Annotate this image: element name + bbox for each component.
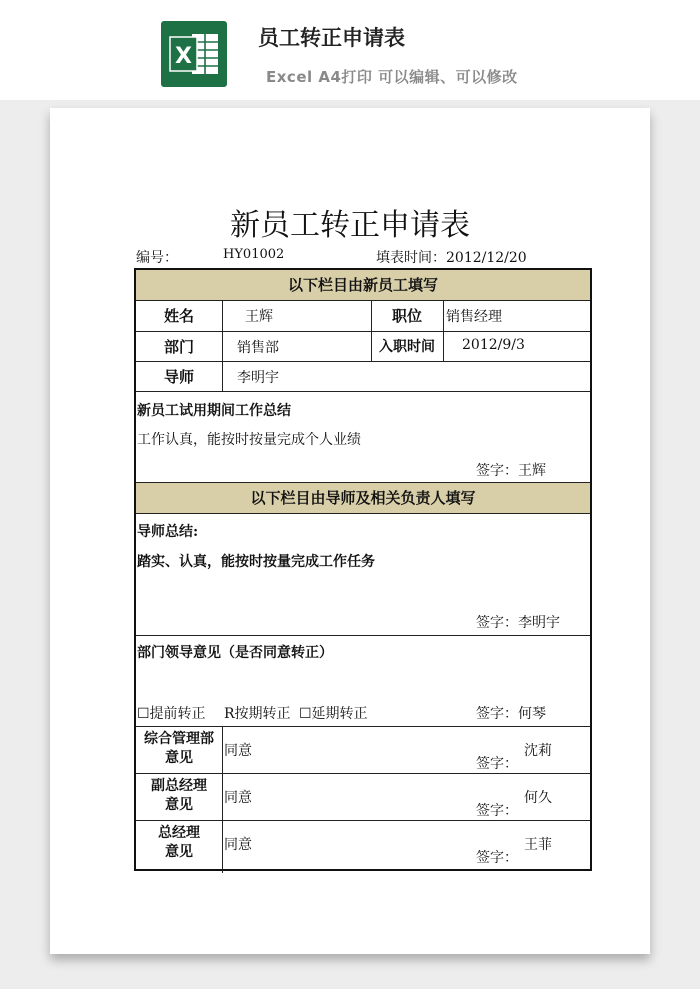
approval-label-line1: 综合管理部 — [144, 731, 214, 747]
fill-date — [376, 247, 527, 267]
trial-summary-label: 新员工试用期间工作总结 — [137, 403, 291, 419]
approval-label-line2: 意见 — [165, 797, 193, 813]
dept-opinion-label: 部门领导意见（是否同意转正） — [137, 645, 333, 661]
mentor-label: 导师 — [163, 368, 194, 386]
banner-title: 员工转正申请表 — [258, 26, 405, 50]
approval-sign-label: 签字： — [476, 803, 518, 819]
mentor-signature[interactable]: 签字：李明宇 — [476, 615, 560, 631]
divider — [443, 300, 444, 361]
excel-icon-letter: X — [175, 44, 192, 69]
mentor-value[interactable]: 李明宇 — [237, 370, 279, 386]
approval-label-line2: 意见 — [165, 844, 193, 860]
divider — [136, 820, 590, 821]
banner — [0, 0, 700, 100]
dept-value[interactable]: 销售部 — [237, 340, 279, 356]
approval-opinion-vp[interactable]: 同意 — [224, 790, 252, 806]
approval-signer-gm[interactable]: 王菲 — [524, 837, 552, 853]
join-date-value[interactable]: 2012/9/3 — [462, 337, 525, 353]
section-header-mentor: 以下栏目由导师及相关负责人填写 — [136, 483, 590, 513]
approval-label-line2: 意见 — [165, 750, 193, 766]
divider — [136, 726, 590, 727]
divider — [136, 361, 590, 362]
mentor-summary-label: 导师总结: — [137, 524, 199, 540]
section-header-employee: 以下栏目由新员工填写 — [136, 270, 590, 300]
approval-signer-admin[interactable]: 沈莉 — [524, 743, 552, 759]
divider — [136, 391, 590, 392]
position-value[interactable]: 销售经理 — [446, 309, 502, 325]
approval-sign-label: 签字： — [476, 756, 518, 772]
fill-date-label: 填表时间： — [376, 250, 446, 266]
divider — [371, 300, 372, 361]
name-value[interactable]: 王辉 — [245, 309, 273, 325]
divider — [222, 726, 223, 873]
approval-label-admin — [136, 730, 222, 768]
option-on-time[interactable]: R按期转正 — [224, 706, 291, 722]
approval-sign-label: 签字： — [476, 850, 518, 866]
fill-date-value: 2012/12/20 — [446, 250, 527, 266]
document-page — [50, 108, 650, 954]
approval-label-line1: 副总经理 — [151, 778, 207, 794]
divider — [136, 513, 590, 514]
approval-label-line1: 总经理 — [158, 825, 200, 841]
code-value: HY01002 — [223, 247, 285, 262]
dept-label: 部门 — [163, 338, 194, 356]
code-label: 编号： — [136, 250, 178, 266]
option-early[interactable]: ☐提前转正 — [137, 706, 206, 722]
excel-icon — [161, 21, 227, 87]
divider — [136, 331, 590, 332]
approval-opinion-admin[interactable]: 同意 — [224, 743, 252, 759]
divider — [136, 773, 590, 774]
divider — [222, 300, 223, 391]
divider — [136, 300, 590, 301]
approval-signer-vp[interactable]: 何久 — [524, 790, 552, 806]
application-form — [134, 268, 592, 871]
divider — [136, 635, 590, 636]
join-date-label: 入职时间 — [379, 339, 435, 355]
approval-label-vp — [136, 777, 222, 815]
banner-subtitle: Excel A4打印 可以编辑、可以修改 — [266, 68, 518, 86]
approval-label-gm — [136, 824, 222, 862]
name-label: 姓名 — [163, 307, 194, 325]
option-delayed[interactable]: ☐延期转正 — [299, 706, 368, 722]
position-label: 职位 — [391, 307, 422, 325]
approval-opinion-gm[interactable]: 同意 — [224, 837, 252, 853]
trial-summary-text[interactable]: 工作认真，能按时按量完成个人业绩 — [137, 432, 361, 448]
employee-signature[interactable]: 签字：王辉 — [476, 463, 546, 479]
mentor-summary-text[interactable]: 踏实、认真，能按时按量完成工作任务 — [137, 554, 375, 570]
document-title: 新员工转正申请表 — [230, 208, 470, 243]
dept-signature[interactable]: 签字：何琴 — [476, 706, 546, 722]
